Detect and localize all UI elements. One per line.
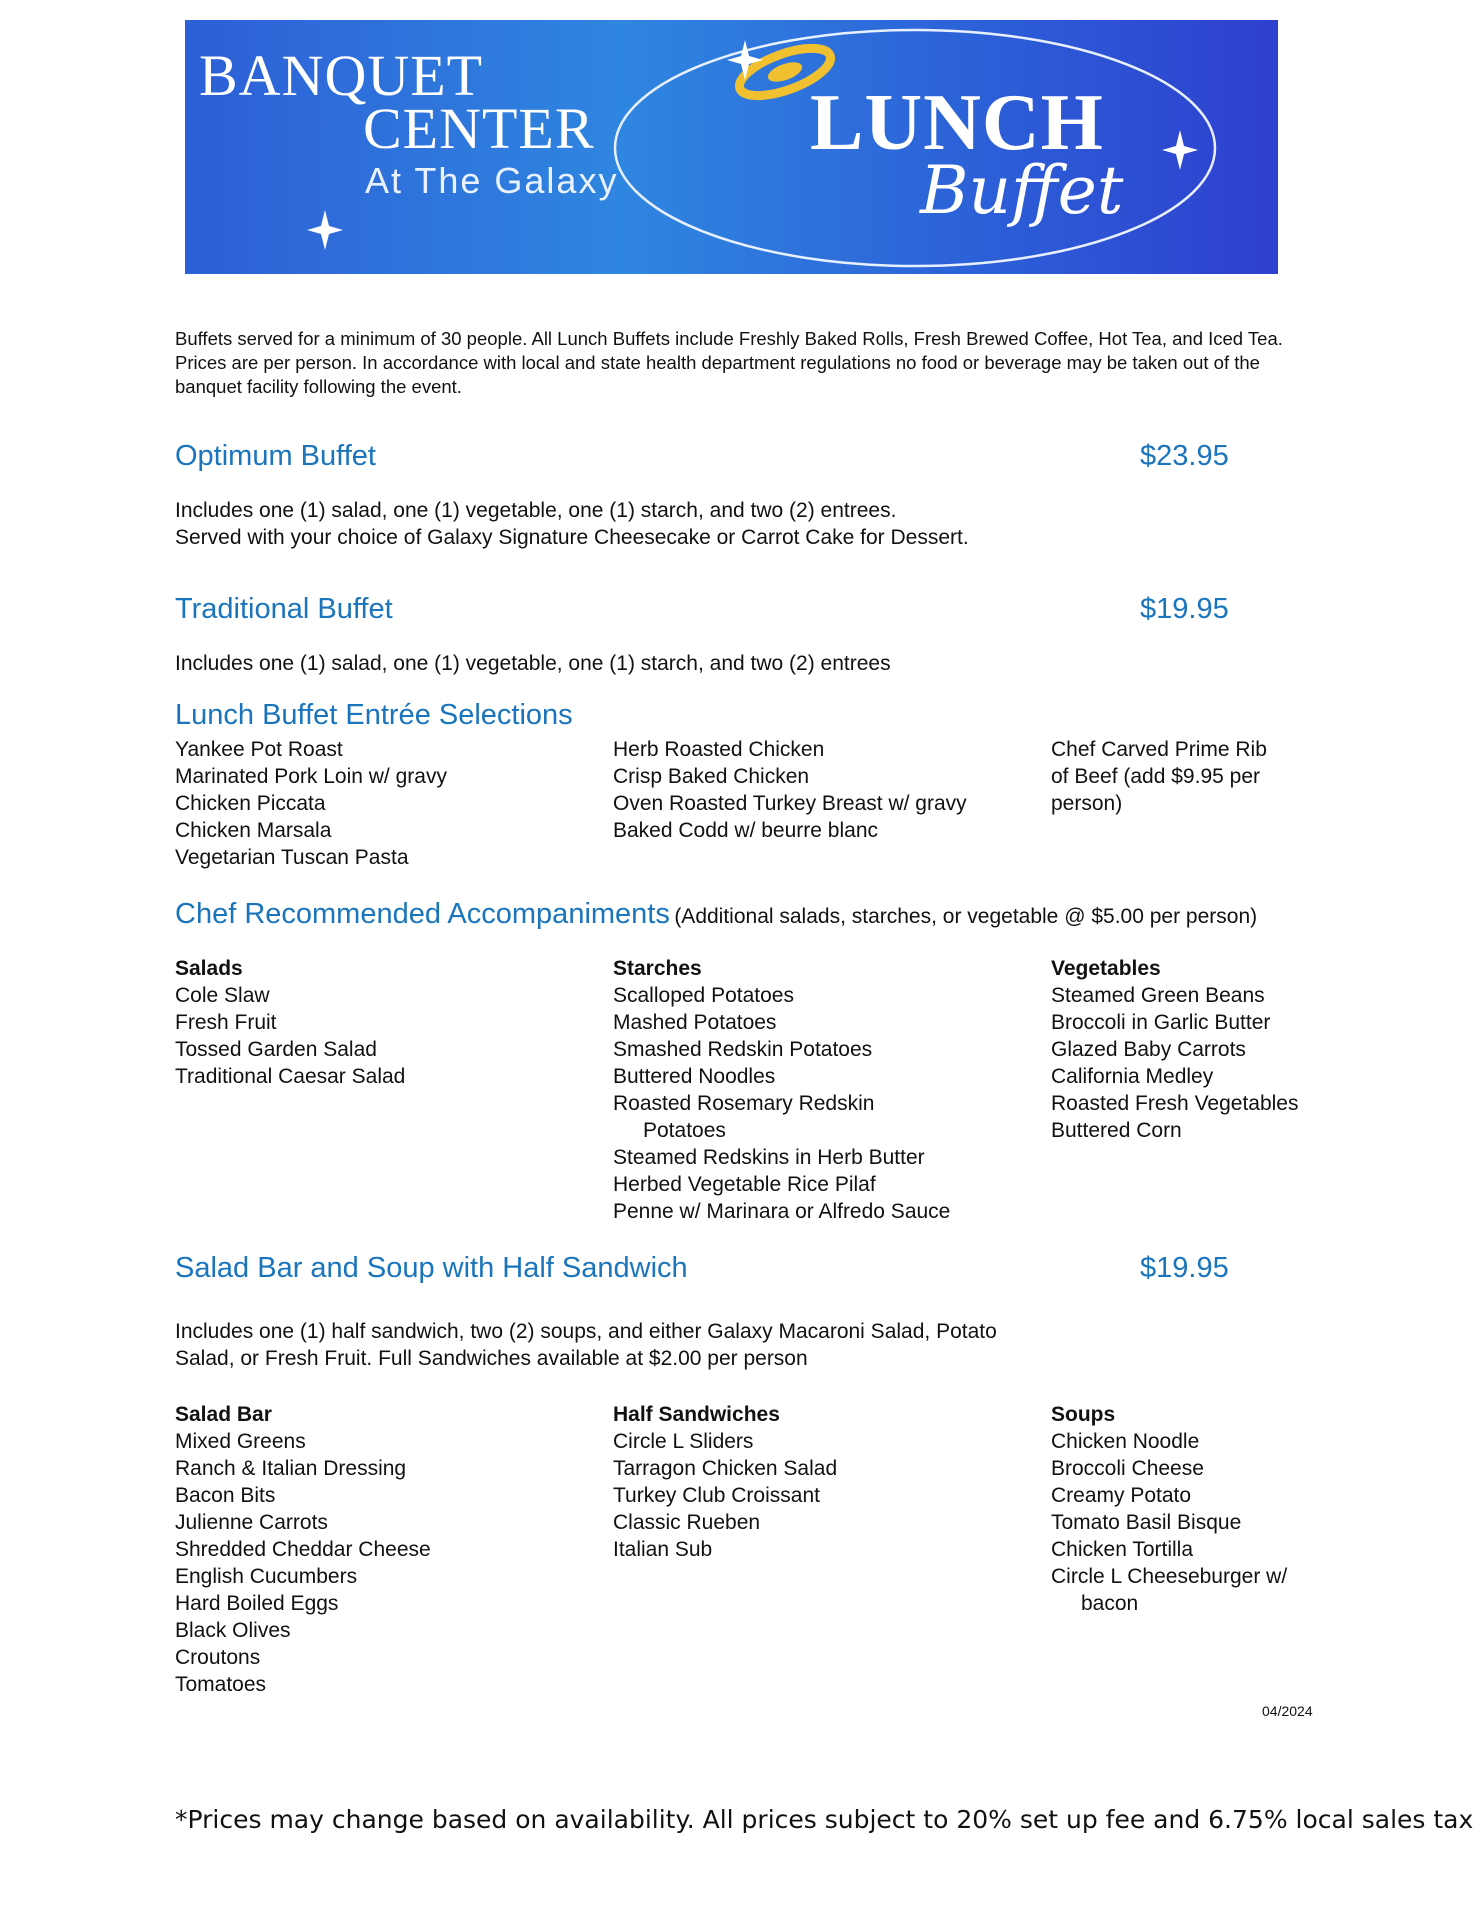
list-item: Baked Codd w/ beurre blanc xyxy=(613,819,878,842)
list-item: of Beef (add $9.95 per xyxy=(1051,765,1260,788)
vegetables-header: Vegetables xyxy=(1051,957,1161,980)
list-item: Black Olives xyxy=(175,1619,291,1642)
list-item: Glazed Baby Carrots xyxy=(1051,1038,1246,1061)
list-item: Cole Slaw xyxy=(175,984,270,1007)
list-item: Shredded Cheddar Cheese xyxy=(175,1538,431,1561)
list-item: Chicken Piccata xyxy=(175,792,326,815)
optimum-line-2: Served with your choice of Galaxy Signature Cheesecake or Carrot Cake for Dessert. xyxy=(175,526,969,549)
soups-column xyxy=(1051,1401,1287,1617)
salad-bar-title: Salad Bar and Soup with Half Sandwich xyxy=(175,1252,688,1284)
starches-header: Starches xyxy=(613,957,702,980)
accompaniments-title: Chef Recommended Accompaniments xyxy=(175,898,670,930)
list-item: Mixed Greens xyxy=(175,1430,306,1453)
entrees-column-3 xyxy=(1051,736,1267,817)
banner-title-buffet: Buffet xyxy=(920,152,1124,229)
salad-bar-price: $19.95 xyxy=(1140,1252,1229,1284)
list-item: Buttered Corn xyxy=(1051,1119,1182,1142)
list-item: Steamed Green Beans xyxy=(1051,984,1265,1007)
list-item: Classic Rueben xyxy=(613,1511,761,1534)
entrees-title: Lunch Buffet Entrée Selections xyxy=(175,699,573,731)
brand-center: CENTER xyxy=(363,96,595,161)
list-item: person) xyxy=(1051,792,1123,815)
brand-at-the-galaxy: At The Galaxy xyxy=(365,160,619,201)
list-item: Tomato Basil Bisque xyxy=(1051,1511,1242,1534)
brand-banquet: BANQUET xyxy=(199,43,484,108)
salads-header: Salads xyxy=(175,957,243,980)
list-item: Chef Carved Prime Rib xyxy=(1051,738,1267,761)
list-item: Yankee Pot Roast xyxy=(175,738,343,761)
list-item: Julienne Carrots xyxy=(175,1511,328,1534)
list-item: Penne w/ Marinara or Alfredo Sauce xyxy=(613,1200,951,1223)
list-item: Potatoes xyxy=(643,1119,726,1142)
accompaniments-note: (Additional salads, starches, or vegetable @ $5.00 per person) xyxy=(674,905,1258,928)
list-item: Ranch & Italian Dressing xyxy=(175,1457,407,1480)
sparkle-icon xyxy=(1162,130,1198,170)
list-item: Tossed Garden Salad xyxy=(175,1038,377,1061)
traditional-price: $19.95 xyxy=(1140,593,1229,625)
salads-column xyxy=(175,955,405,1090)
soups-header: Soups xyxy=(1051,1403,1116,1426)
list-item: Circle L Cheeseburger w/ xyxy=(1051,1565,1288,1588)
list-item: Herb Roasted Chicken xyxy=(613,738,825,761)
list-item: Broccoli Cheese xyxy=(1051,1457,1204,1480)
accompaniments-heading xyxy=(175,898,1257,931)
list-item: Smashed Redskin Potatoes xyxy=(613,1038,873,1061)
optimum-title: Optimum Buffet xyxy=(175,440,376,472)
revision-date: 04/2024 xyxy=(1262,1703,1313,1719)
salad-bar-column xyxy=(175,1401,431,1698)
list-item: Circle L Sliders xyxy=(613,1430,754,1453)
list-item: Chicken Noodle xyxy=(1051,1430,1200,1453)
list-item: bacon xyxy=(1081,1592,1139,1615)
footer-disclaimer: *Prices may change based on availability. All prices subject to 20% set up fee and 6.75% local sales tax xyxy=(175,1805,1474,1834)
list-item: Roasted Rosemary Redskin xyxy=(613,1092,875,1115)
salad-bar-line-2: Salad, or Fresh Fruit. Full Sandwiches available at $2.00 per person xyxy=(175,1347,808,1370)
list-item: Herbed Vegetable Rice Pilaf xyxy=(613,1173,876,1196)
list-item: Turkey Club Croissant xyxy=(613,1484,820,1507)
list-item: Marinated Pork Loin w/ gravy xyxy=(175,765,447,788)
list-item: Chicken Marsala xyxy=(175,819,332,842)
list-item: Italian Sub xyxy=(613,1538,713,1561)
list-item: Broccoli in Garlic Butter xyxy=(1051,1011,1271,1034)
list-item: Crisp Baked Chicken xyxy=(613,765,810,788)
list-item: Croutons xyxy=(175,1646,261,1669)
traditional-line-1: Includes one (1) salad, one (1) vegetable, one (1) starch, and two (2) entrees xyxy=(175,652,891,675)
list-item: Roasted Fresh Vegetables xyxy=(1051,1092,1299,1115)
list-item: Tarragon Chicken Salad xyxy=(613,1457,838,1480)
list-item: California Medley xyxy=(1051,1065,1214,1088)
list-item: Mashed Potatoes xyxy=(613,1011,777,1034)
sandwiches-header: Half Sandwiches xyxy=(613,1403,780,1426)
list-item: Creamy Potato xyxy=(1051,1484,1192,1507)
vegetables-column xyxy=(1051,955,1299,1144)
list-item: Oven Roasted Turkey Breast w/ gravy xyxy=(613,792,967,815)
sparkle-icon xyxy=(727,40,763,80)
traditional-title: Traditional Buffet xyxy=(175,593,393,625)
banner-title-lunch: LUNCH xyxy=(810,79,1104,167)
list-item: Steamed Redskins in Herb Butter xyxy=(613,1146,925,1169)
entrees-column-1 xyxy=(175,736,447,871)
list-item: Traditional Caesar Salad xyxy=(175,1065,406,1088)
list-item: Tomatoes xyxy=(175,1673,267,1696)
intro-paragraph: Buffets served for a minimum of 30 people. All Lunch Buffets include Freshly Baked Rolls, Fresh Brewed Coffee, Hot Tea, and Iced Tea. Prices are per person. In accordance with local and state health department regulations no food or beverage may be taken out of the banquet facility following the event. xyxy=(175,328,1283,397)
header-banner xyxy=(185,20,1278,274)
list-item: Scalloped Potatoes xyxy=(613,984,794,1007)
salad-bar-line-1: Includes one (1) half sandwich, two (2) soups, and either Galaxy Macaroni Salad, Potato xyxy=(175,1320,997,1343)
optimum-price: $23.95 xyxy=(1140,440,1229,472)
starches-column xyxy=(613,955,950,1225)
list-item: Buttered Noodles xyxy=(613,1065,776,1088)
salad-bar-header: Salad Bar xyxy=(175,1403,272,1426)
list-item: Bacon Bits xyxy=(175,1484,276,1507)
entrees-column-2 xyxy=(613,736,967,844)
optimum-line-1: Includes one (1) salad, one (1) vegetable, one (1) starch, and two (2) entrees. xyxy=(175,499,897,522)
list-item: Hard Boiled Eggs xyxy=(175,1592,339,1615)
list-item: Vegetarian Tuscan Pasta xyxy=(175,846,409,869)
sparkle-icon xyxy=(307,210,343,250)
list-item: Fresh Fruit xyxy=(175,1011,277,1034)
list-item: English Cucumbers xyxy=(175,1565,358,1588)
list-item: Chicken Tortilla xyxy=(1051,1538,1194,1561)
sandwiches-column xyxy=(613,1401,837,1563)
